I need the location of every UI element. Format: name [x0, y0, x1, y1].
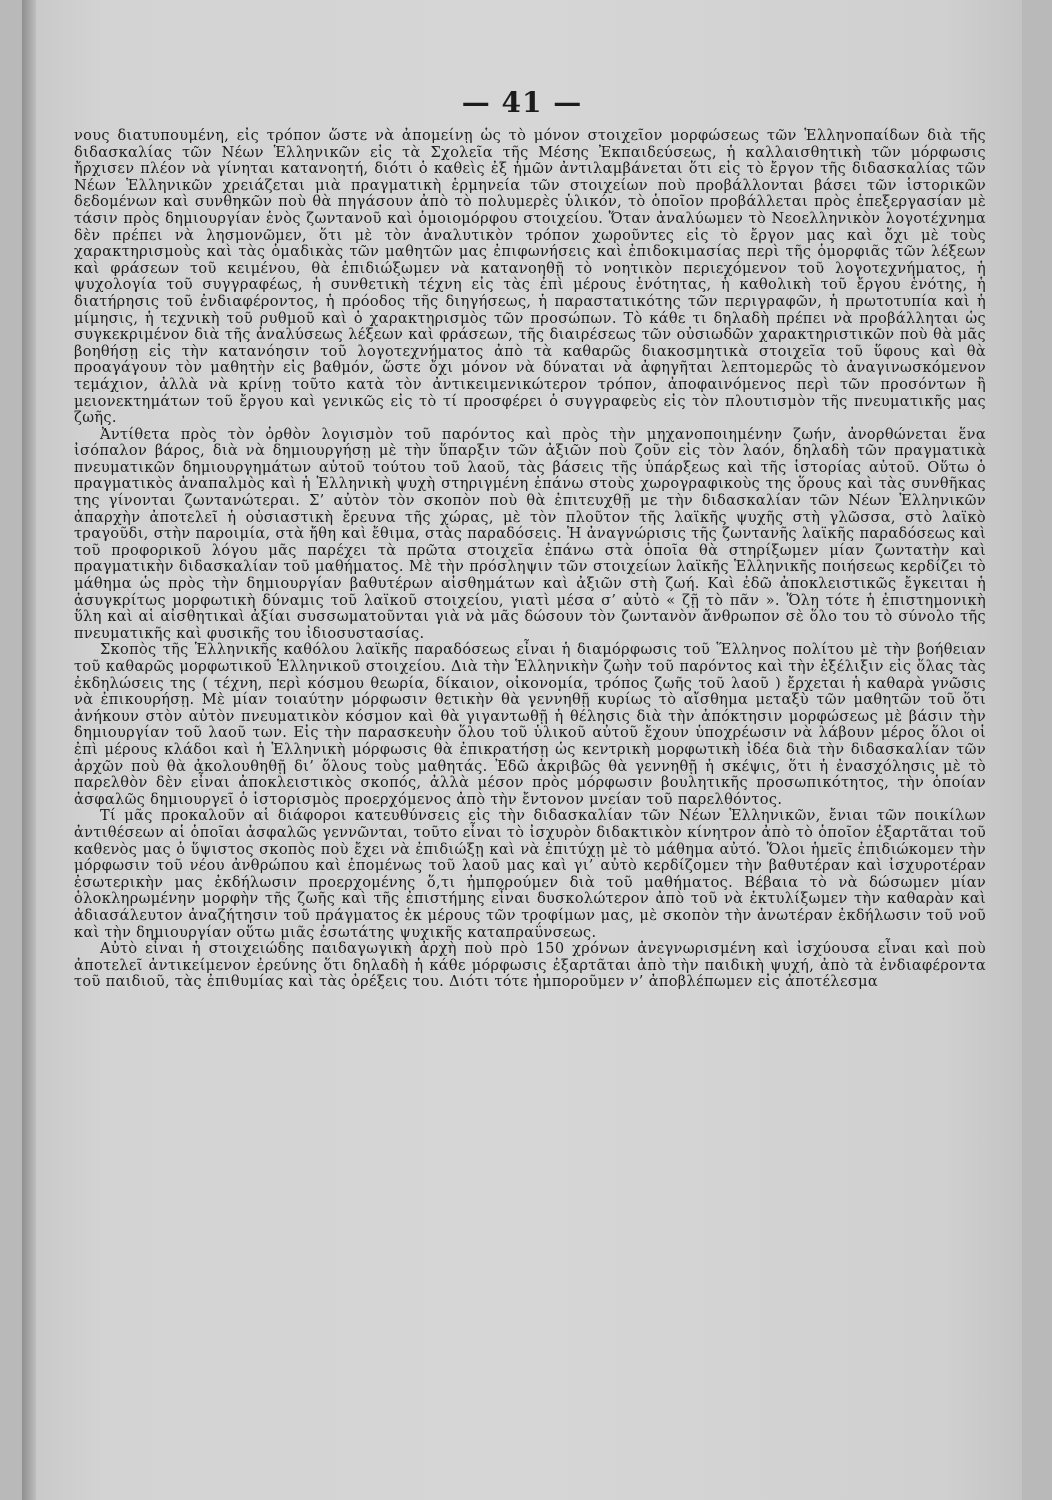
paragraph: νους διατυπουμένη, εἰς τρόπον ὥστε νὰ ἀπομείνῃ ὡς τὸ μόνον στοιχεῖον μορφώσεως τῶν Ἑλληνοπαίδων διὰ τῆς διδασκαλίας τῶν Νέων Ἑλληνικῶν εἰς τὰ Σχολεῖα τῆς Μέσης Ἐκπαιδεύσεως, ἡ καλλαισθητικὴ τῶν μόρφωσις ἤρχισεν πλέον νὰ γίνηται κατανοητή, διότι ὁ καθεὶς ἐξ ἡμῶν ἀντιλαμβάνεται ὅτι εἰς τὸ ἔργον τῆς διδασκαλίας τῶν Νέων Ἑλληνικῶν χρειάζεται μιὰ πραγματικὴ ἑρμηνεία τῶν στοιχείων ποὺ προβάλλονται βάσει τῶν ἱστορικῶν δεδομένων καὶ συνθηκῶν ποὺ θὰ πηγάσουν ἀπὸ τὸ πολυμερὲς ὑλικόν, τὸ ὁποῖον προβάλλεται πρὸς ἐπεξεργασίαν μὲ τάσιν πρὸς δημιουργίαν ἑνὸς ζωντανοῦ καὶ ὁμοιομόρφου στοιχείου. Ὅταν ἀναλύωμεν τὸ Νεοελληνικὸν λογοτέχνημα δὲν πρέπει νὰ λησμονῶμεν, ὅτι μὲ τὸν ἀναλυτικὸν τρόπον χωροῦντες εἰς τὸ ἔργον μας καὶ ὄχι μὲ τοὺς χαρακτηρισμοὺς καὶ τὰς ὁμαδικὰς τῶν μαθητῶν μας ἐπιφωνήσεις καὶ ἐπιδοκιμασίας περὶ τῆς ὁμορφιᾶς τῶν λέξεων καὶ φράσεων τοῦ κειμένου, θὰ ἐπιδιώξωμεν νὰ κατανοηθῇ τὸ νοητικὸν περιεχόμενον τοῦ λογοτεχνήματος, ἡ ψυχολογία τοῦ συγγραφέως, ἡ συνθετικὴ τέχνη εἰς τὰς ἐπὶ μέρους ἑνότητας, ἡ καθολικὴ τοῦ ἔργου ἑνότης, ἡ διατήρησις τοῦ ἐνδιαφέροντος, ἡ πρόοδος τῆς διηγήσεως, ἡ παραστατικότης τῶν περιγραφῶν, ἡ πρωτοτυπία καὶ ἡ μίμησις, ἡ τεχνικὴ τοῦ ρυθμοῦ καὶ ὁ χαρακτηρισμὸς τῶν προσώπων. Τὸ κάθε τι δηλαδὴ πρέπει νὰ προβάλληται ὡς συγκεκριμένον διὰ τῆς ἀναλύσεως λέξεων καὶ φράσεων, τῆς διαιρέσεως τῶν οὐσιωδῶν χαρακτηριστικῶν ποὺ θὰ μᾶς βοηθήσῃ εἰς τὴν κατανόησιν τοῦ λογοτεχνήματος ἀπὸ τὰ καθαρῶς διακοσμητικὰ στοιχεῖα τοῦ ὕφους καὶ θὰ προαγάγουν τὸν μαθητὴν εἰς βαθμόν, ὥστε ὄχι μόνον νὰ δύναται νὰ ἀφηγῆται λεπτομερῶς τὸ ἀναγινωσκόμενον τεμάχιον, ἀλλὰ νὰ κρίνῃ τοῦτο κατὰ τὸν ἀντικειμενικώτερον τρόπον, ἀποφαινόμενος περὶ τῶν προσόντων ἢ μειονεκτημάτων τοῦ ἔργου καὶ γενικῶς εἰς τὸ τί προσφέρει ὁ συγγραφεὺς εἰς τὸν πλουτισμὸν τῆς πνευματικῆς μας ζωῆς. [74, 128, 986, 427]
page-number: — 41 — [461, 86, 583, 119]
paragraph: Αὐτὸ εἶναι ἡ στοιχειώδης παιδαγωγικὴ ἀρχὴ ποὺ πρὸ 150 χρόνων ἀνεγνωρισμένη καὶ ἰσχύουσα εἶναι καὶ ποὺ ἀποτελεῖ ἀντικείμενον ἐρεύνης ὅτι δηλαδὴ ἡ κάθε μόρφωσις ἐξαρτᾶται ἀπὸ τὴν παιδικὴ ψυχή, ἀπὸ τὰ ἐνδιαφέροντα τοῦ παιδιοῦ, τὰς ἐπιθυμίας καὶ τὰς ὀρέξεις του. Διότι τότε ἠμποροῦμεν ν’ ἀποβλέπωμεν εἰς ἀποτέλεσμα [74, 941, 986, 991]
paragraph: Ἀντίθετα πρὸς τὸν ὀρθὸν λογισμὸν τοῦ παρόντος καὶ πρὸς τὴν μηχανοποιημένην ζωήν, ἀνορθώνεται ἕνα ἰσόπαλον βάρος, διὰ νὰ δημιουργήσῃ μὲ τὴν ὕπαρξιν τῶν ἀξιῶν ποὺ ζοῦν εἰς τὸν λαόν, δηλαδὴ τῶν πραγματικὰ πνευματικῶν δημιουργημάτων αὐτοῦ τούτου τοῦ λαοῦ, τὰς βάσεις τῆς ὑπάρξεως καὶ τῆς ἱστορίας αὐτοῦ. Οὕτω ὁ πραγματικὸς ἀναπαλμὸς καὶ ἡ Ἑλληνικὴ ψυχὴ στηριγμένη ἐπάνω στοὺς χωρογραφικοὺς της ὅρους καὶ τὰς συνθῆκας της γίνονται ζωντανώτεραι. Σ’ αὐτὸν τὸν σκοπὸν ποὺ θὰ ἐπιτευχθῇ με τὴν διδασκαλίαν τῶν Νέων Ἑλληνικῶν ἀπαρχὴν ἀποτελεῖ ἡ οὐσιαστικὴ ἔρευνα τῆς χώρας, μὲ τὸν πλοῦτον τῆς λαϊκῆς ψυχῆς στὴ γλῶσσα, στὸ λαϊκὸ τραγοῦδι, στὴν παροιμία, στὰ ἤθη καὶ ἔθιμα, στὰς παραδόσεις. Ἡ ἀναγνώρισις τῆς ζωντανῆς λαϊκῆς παραδόσεως καὶ τοῦ προφορικοῦ λόγου μᾶς παρέχει τὰ πρῶτα στοιχεῖα ἐπάνω στὰ ὁποῖα θὰ στηρίξωμεν μίαν ζωντατὴν καὶ πραγματικὴν διδασκαλίαν τοῦ μαθήματος. Μὲ τὴν πρόσληψιν τῶν στοιχείων λαϊκῆς Ἑλληνικῆς ποιήσεως κερδίζει τὸ μάθημα ὡς πρὸς τὴν δημιουργίαν βαθυτέρων αἰσθημάτων καὶ ἀξιῶν στὴ ζωή. Καὶ ἐδῶ ἀποκλειστικῶς ἔγκειται ἡ ἀσυγκρίτως μορφωτικὴ δύναμις τοῦ λαϊκοῦ στοιχείου, γιατὶ μέσα σ’ αὐτὸ « ζῇ τὸ πᾶν ». Ὅλη τότε ἡ ἐπιστημονικὴ ὕλη καὶ αἱ αἰσθητικαὶ ἀξίαι συσσωματοῦνται γιὰ νὰ μᾶς δώσουν τὸν ζωντανὸν ἄνθρωπον σὲ ὅλο του τὸ σύνολο τῆς πνευματικῆς καὶ φυσικῆς του ἰδιοσυστασίας. [74, 426, 986, 642]
body-text [74, 128, 986, 991]
paragraph: Σκοπὸς τῆς Ἑλληνικῆς καθόλου λαϊκῆς παραδόσεως εἶναι ἡ διαμόρφωσις τοῦ Ἕλληνος πολίτου μὲ τὴν βοήθειαν τοῦ καθαρῶς μορφωτικοῦ Ἑλληνικοῦ στοιχείου. Διὰ τὴν Ἑλληνικὴν ζωὴν τοῦ παρόντος καὶ τὴν ἐξέλιξιν εἰς ὅλας τὰς ἐκδηλώσεις της ( τέχνη, περὶ κόσμου θεωρία, δίκαιον, οἰκονομία, τρόπος ζωῆς τοῦ λαοῦ ) ἔρχεται ἡ καθαρὰ γνῶσις νὰ ἐπικουρήσῃ. Μὲ μίαν τοιαύτην μόρφωσιν θετικὴν θὰ γεννηθῇ κυρίως τὸ αἴσθημα μεταξὺ τῶν μαθητῶν τοῦ ὅτι ἀνήκουν στὸν αὐτὸν πνευματικὸν κόσμον καὶ θὰ γιγαντωθῇ ἡ θέλησις διὰ τὴν ἀπόκτησιν μορφώσεως μὲ βάσιν τὴν δημιουργίαν τοῦ λαοῦ των. Εἰς τὴν παρασκευὴν ὅλου τοῦ ὑλικοῦ αὐτοῦ ἔχουν ὑποχρέωσιν νὰ λάβουν μέρος ὅλοι οἱ ἐπὶ μέρους κλάδοι καὶ ἡ Ἑλληνικὴ μόρφωσις θὰ ἐπικρατήσῃ ὡς κεντρικὴ μορφωτικὴ ἰδέα διὰ τὴν διδασκαλίαν τῶν ἀρχῶν ποὺ θὰ ἀκολουθηθῇ δι’ ὅλους τοὺς μαθητάς. Ἐδῶ ἀκριβῶς θὰ γεννηθῇ ἡ σκέψις, ὅτι ἡ ἐνασχόλησις μὲ τὸ παρελθὸν δὲν εἶναι ἀποκλειστικὸς σκοπός, ἀλλὰ μέσον πρὸς μόρφωσιν βουλητικῆς προσωπικότητος, τὴν ὁποίαν ἀσφαλῶς δημιουργεῖ ὁ ἱστορισμὸς προερχόμενος ἀπὸ τὴν ἔντονον μνείαν τοῦ παρελθόντος. [74, 642, 986, 808]
page-spine-shadow [22, 0, 36, 1500]
paragraph: Τί μᾶς προκαλοῦν αἱ διάφοροι κατευθύνσεις εἰς τὴν διδασκαλίαν τῶν Νέων Ἑλληνικῶν, ἔνιαι τῶν ποικίλων ἀντιθέσεων αἱ ὁποῖαι ἀσφαλῶς γεννῶνται, τοῦτο εἶναι τὸ ἰσχυρὸν διδακτικὸν κίνητρον ἀπὸ τὸ ὁποῖον ἐξαρτᾶται τοῦ καθενὸς μας ὁ ὕψιστος σκοπὸς ποὺ ἔχει νὰ ἐπιδιώξῃ καὶ νὰ ἐπιτύχῃ μὲ τὸ μάθημα αὐτό. Ὅλοι ἡμεῖς ἐπιδιώκομεν τὴν μόρφωσιν τοῦ νέου ἀνθρώπου καὶ ἐπομένως τοῦ λαοῦ μας καὶ γι’ αὐτὸ κερδίζομεν τὴν βαθυτέραν καὶ ἰσχυροτέραν ἐσωτερικὴν μας ἐκδήλωσιν προερχομένης ὅ,τι ἠμπορούμεν διὰ τοῦ μαθήματος. Βέβαια τὸ νὰ δώσωμεν μίαν ὁλοκληρωμένην μορφὴν τῆς ζωῆς καὶ τῆς ἐπιστήμης εἶναι δυσκολώτερον ἀπὸ τοῦ νὰ ἐκτυλίξωμεν τὴν καθαρὰν καὶ ἀδιασάλευτον ἀναζήτησιν τοῦ πράγματος ἐκ μέρους τῶν τροφίμων μας, μὲ σκοπὸν τὴν ἀνωτέραν ἐκδήλωσιν τοῦ νοῦ καὶ τὴν δημιουργίαν οὕτω μιᾶς ἐσωτάτης ψυχικῆς καταπραΰνσεως. [74, 808, 986, 941]
book-page [22, 0, 1022, 1500]
